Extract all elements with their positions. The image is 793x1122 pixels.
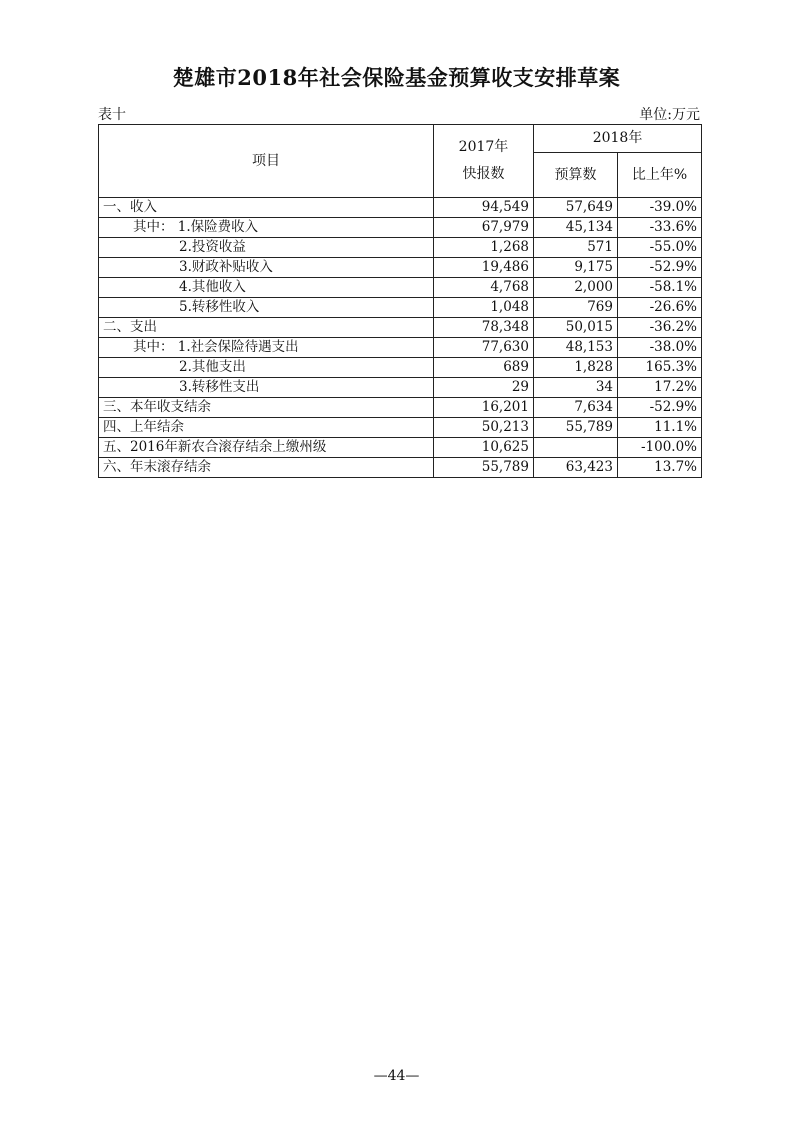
row-label: 二、支出: [99, 318, 434, 338]
header-2018: 2018年: [534, 125, 702, 153]
row-change: -33.6%: [618, 218, 702, 238]
table-row: [99, 458, 702, 478]
row-budget: 769: [534, 298, 618, 318]
row-label: 其中： 1.社会保险待遇支出: [99, 338, 434, 358]
row-change: 11.1%: [618, 418, 702, 438]
table-row: [99, 198, 702, 218]
table-row: [99, 318, 702, 338]
table-row: [99, 218, 702, 238]
table-row: [99, 358, 702, 378]
row-change: -55.0%: [618, 238, 702, 258]
row-budget: 571: [534, 238, 618, 258]
row-budget: 2,000: [534, 278, 618, 298]
page-title: 楚雄市2018年社会保险基金预算收支安排草案: [172, 65, 621, 90]
row-budget: 9,175: [534, 258, 618, 278]
row-label: 3.转移性支出: [99, 378, 434, 398]
table-header-row: [99, 125, 702, 153]
row-label: 3.财政补贴收入: [99, 258, 434, 278]
row-prev: 78,348: [434, 318, 534, 338]
row-prev: 10,625: [434, 438, 534, 458]
row-label: 四、上年结余: [99, 418, 434, 438]
row-label: 2.其他支出: [99, 358, 434, 378]
table-caption-line: [98, 104, 700, 124]
table-number: 表十: [98, 107, 126, 123]
row-change: 17.2%: [618, 378, 702, 398]
row-change: -100.0%: [618, 438, 702, 458]
row-budget: 45,134: [534, 218, 618, 238]
table-row: [99, 418, 702, 438]
row-prev: 4,768: [434, 278, 534, 298]
header-2017-year: 2017年: [458, 139, 509, 155]
row-change: 165.3%: [618, 358, 702, 378]
header-change: 比上年%: [618, 153, 702, 198]
row-budget: [534, 438, 618, 458]
table-row: [99, 278, 702, 298]
header-2017-sub: 快报数: [462, 166, 505, 182]
row-budget: 48,153: [534, 338, 618, 358]
row-change: -38.0%: [618, 338, 702, 358]
row-label: 5.转移性收入: [99, 298, 434, 318]
row-prev: 1,048: [434, 298, 534, 318]
row-budget: 63,423: [534, 458, 618, 478]
row-prev: 50,213: [434, 418, 534, 438]
row-budget: 34: [534, 378, 618, 398]
row-change: -36.2%: [618, 318, 702, 338]
row-prev: 55,789: [434, 458, 534, 478]
row-prev: 94,549: [434, 198, 534, 218]
table-row: [99, 398, 702, 418]
row-change: -26.6%: [618, 298, 702, 318]
row-label: 三、本年收支结余: [99, 398, 434, 418]
table-row: [99, 258, 702, 278]
table-row: [99, 438, 702, 458]
row-change: -58.1%: [618, 278, 702, 298]
row-prev: 16,201: [434, 398, 534, 418]
row-prev: 77,630: [434, 338, 534, 358]
table-row: [99, 238, 702, 258]
row-label: 其中： 1.保险费收入: [99, 218, 434, 238]
row-label: 2.投资收益: [99, 238, 434, 258]
unit-label: 单位:万元: [639, 107, 700, 123]
header-item: 项目: [99, 125, 434, 198]
row-label: 一、收入: [99, 198, 434, 218]
row-prev: 67,979: [434, 218, 534, 238]
header-budget: 预算数: [534, 153, 618, 198]
row-label: 4.其他收入: [99, 278, 434, 298]
row-change: -52.9%: [618, 398, 702, 418]
row-prev: 29: [434, 378, 534, 398]
row-prev: 689: [434, 358, 534, 378]
table-row: [99, 338, 702, 358]
table-row: [99, 378, 702, 398]
table-row: [99, 298, 702, 318]
row-budget: 50,015: [534, 318, 618, 338]
row-label: 六、年末滚存结余: [99, 458, 434, 478]
row-budget: 7,634: [534, 398, 618, 418]
row-change: 13.7%: [618, 458, 702, 478]
row-prev: 1,268: [434, 238, 534, 258]
row-prev: 19,486: [434, 258, 534, 278]
row-change: -52.9%: [618, 258, 702, 278]
row-budget: 1,828: [534, 358, 618, 378]
budget-table: [98, 124, 702, 478]
row-budget: 55,789: [534, 418, 618, 438]
row-label: 五、2016年新农合滚存结余上缴州级: [99, 438, 434, 458]
row-budget: 57,649: [534, 198, 618, 218]
row-change: -39.0%: [618, 198, 702, 218]
page-number: —44—: [373, 1068, 420, 1084]
header-2017: [434, 125, 534, 198]
